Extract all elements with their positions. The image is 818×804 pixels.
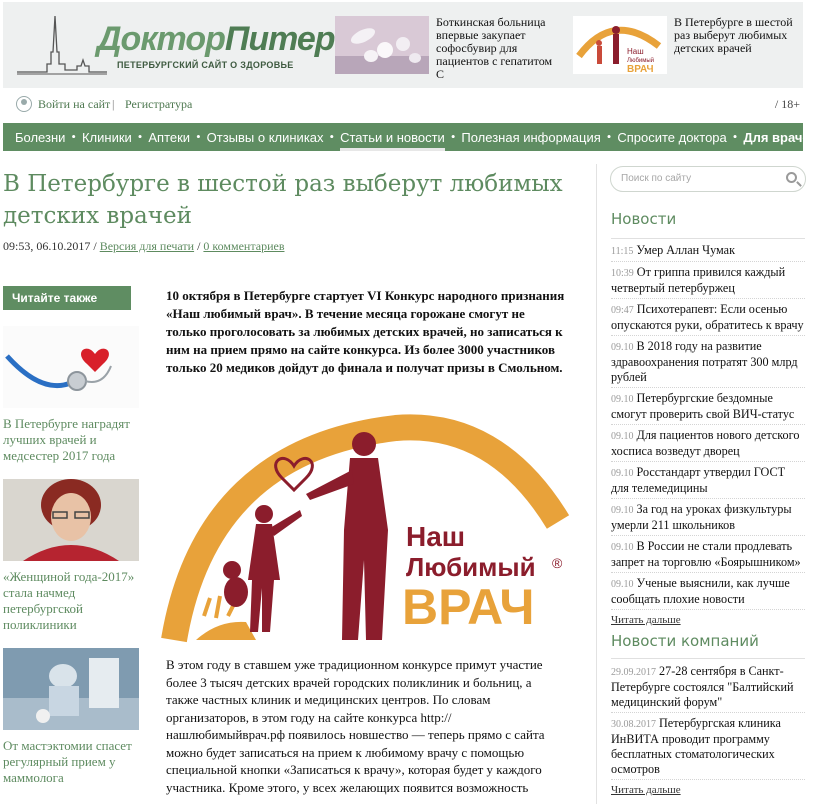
- nav-item-diseases[interactable]: Болезни: [15, 129, 66, 145]
- svg-text:Любимый: Любимый: [627, 58, 655, 64]
- related-item[interactable]: [3, 648, 143, 786]
- news-time: 09.10: [611, 542, 634, 553]
- divider: [611, 238, 805, 239]
- main-nav: [3, 123, 818, 151]
- promo-text[interactable]: В Петербурге в шестой раз выберут любимых детских врачей: [674, 15, 793, 55]
- spire-skyline-icon: [17, 12, 107, 78]
- news-item[interactable]: [611, 262, 805, 299]
- nav-item-pharmacies[interactable]: Аптеки: [148, 129, 191, 145]
- right-sidebar: [596, 164, 804, 804]
- news-time: 09.10: [611, 468, 634, 479]
- nav-separator: •: [732, 129, 738, 144]
- news-item[interactable]: [611, 462, 805, 499]
- news-time: 11:15: [611, 246, 634, 257]
- news-text[interactable]: В 2018 году на развитие здравоохранения потратят 300 млрд рублей: [611, 339, 798, 384]
- logo-tagline: ПЕТЕРБУРГСКИЙ САЙТ О ЗДОРОВЬЕ: [117, 60, 294, 70]
- news-item[interactable]: [611, 573, 805, 610]
- news-text[interactable]: Росстандарт утвердил ГОСТ для телемедицины: [611, 465, 786, 495]
- banner-reg: ®: [552, 555, 563, 571]
- news-item[interactable]: [611, 536, 805, 573]
- divider: [611, 658, 805, 659]
- news-text[interactable]: Ученые выяснили, как лучше сообщать плохие новости: [611, 576, 790, 606]
- news-text[interactable]: Для пациентов нового детского хосписа возведут дворец: [611, 428, 800, 458]
- stethoscope-heart-image: [3, 326, 139, 408]
- nav-separator: •: [606, 129, 612, 144]
- nav-item-useful-info[interactable]: Полезная информация: [461, 129, 601, 145]
- news-time: 09:47: [611, 305, 634, 316]
- related-item[interactable]: [3, 479, 143, 633]
- company-news-title[interactable]: Новости компаний: [611, 632, 759, 650]
- banner-line1: Наш: [406, 521, 466, 552]
- search-placeholder: Поиск по сайту: [621, 173, 692, 184]
- header-promo-botkin[interactable]: [335, 15, 555, 81]
- article-datetime: 09:53, 06.10.2017: [3, 239, 91, 253]
- site-logo[interactable]: [17, 12, 335, 78]
- user-bar: [12, 96, 804, 114]
- news-item[interactable]: [611, 240, 805, 262]
- nav-separator: •: [137, 129, 143, 144]
- news-text[interactable]: Петербургская клиника ИнВИТА проводит программу бесплатных стоматологических осмотров: [611, 716, 781, 776]
- print-version-link[interactable]: Версия для печати: [99, 239, 195, 253]
- news-item[interactable]: [611, 499, 805, 536]
- comments-link[interactable]: 0 комментариев: [203, 239, 285, 253]
- woman-portrait-image: [3, 479, 139, 561]
- article-lead: 10 октября в Петербурге стартует VI Конкурс народного признания «Наш любимый врач». В течение месяца горожане смогут не только проголосовать за любимых детских врачей, но записаться к ним на прием прямо на сайте конкурса. Из более 3000 участников только 20 медиков дойдут до финала и получат призы в Смольном.: [166, 288, 565, 375]
- nav-item-for-doctors[interactable]: Для врачей: [743, 129, 818, 145]
- header-promo-favorite-doctor[interactable]: [573, 16, 798, 78]
- registry-link[interactable]: Регистратура: [125, 97, 193, 111]
- article-body: В этом году в ставшем уже традиционном конкурсе примут участие более 3 тысяч детских врачей городских поликлиник и больниц, а также частных клиник и медицинских центров. По словам организаторов, в этом году на сайте конкурса http://нашлюбимыйврач.рф появилось новшество — теперь прямо с сайта можно будет записаться на прием к любимому врачу с помощью специальной кнопки «Записаться к врачу», которая будет у каждого участника. Кроме этого, у всех желающих появится возможность: [166, 657, 545, 795]
- company-news-item[interactable]: [611, 661, 805, 713]
- svg-text:Наш: Наш: [627, 47, 644, 56]
- meta-slash: /: [93, 239, 100, 253]
- user-icon[interactable]: [16, 96, 32, 112]
- news-text[interactable]: Петербургские бездомные смогут проверить свой ВИЧ-статус: [611, 391, 795, 421]
- news-text[interactable]: Умер Аллан Чумак: [636, 243, 735, 257]
- pills-image: [335, 16, 429, 74]
- site-header: [3, 2, 803, 88]
- nav-separator: •: [71, 129, 76, 144]
- separator: |: [112, 97, 115, 111]
- related-heading: Читайте также: [3, 286, 131, 310]
- meta-slash: /: [197, 239, 204, 253]
- news-time: 09.10: [611, 505, 634, 516]
- news-time: 09.10: [611, 431, 634, 442]
- nav-item-clinics[interactable]: Клиники: [81, 129, 132, 145]
- login-link[interactable]: Войти на сайт: [38, 97, 111, 111]
- news-more-link[interactable]: Читать дальше: [611, 614, 681, 626]
- nav-separator: •: [450, 129, 456, 144]
- news-time: 10:39: [611, 268, 634, 279]
- related-text[interactable]: «Женщиной года-2017» стала начмед петербургской поликлиники: [3, 569, 135, 632]
- news-time: 09.10: [611, 394, 634, 405]
- news-item[interactable]: [611, 388, 805, 425]
- banner-line3: ВРАЧ: [402, 579, 535, 635]
- search-input[interactable]: [610, 166, 806, 192]
- age-rating: / 18+: [774, 97, 800, 111]
- favorite-doctor-banner: [166, 410, 576, 640]
- related-item[interactable]: [3, 326, 143, 464]
- logo-wordmark: ДокторПитер: [97, 20, 335, 58]
- mammography-image: [3, 648, 139, 730]
- search-icon[interactable]: [786, 172, 797, 183]
- nav-separator: •: [196, 129, 201, 144]
- nav-item-clinic-reviews[interactable]: Отзывы о клиниках: [206, 129, 324, 145]
- svg-text:ВРАЧ: ВРАЧ: [627, 64, 654, 75]
- related-text[interactable]: От мастэктомии спасет регулярный прием у маммолога: [3, 738, 132, 785]
- news-text[interactable]: В России не стали продлевать запрет на торговлю «Боярышником»: [611, 539, 801, 569]
- article-meta: [3, 239, 284, 254]
- news-list: [611, 240, 805, 626]
- news-item[interactable]: [611, 299, 805, 336]
- news-title[interactable]: Новости: [611, 210, 677, 228]
- news-item[interactable]: [611, 336, 805, 388]
- news-date: 30.08.2017: [611, 719, 656, 730]
- banner-line2: Любимый: [406, 552, 536, 582]
- news-text[interactable]: Психотерапевт: Если осенью опускаются руки, обратитесь к врачу: [611, 302, 804, 332]
- news-date: 29.09.2017: [611, 667, 656, 678]
- nav-item-articles-news[interactable]: Статьи и новости: [340, 129, 445, 145]
- news-text[interactable]: От гриппа привился каждый четвертый петербуржец: [611, 265, 786, 295]
- promo-text[interactable]: Боткинская больница впервые закупает софосбувир для пациентов с гепатитом С: [436, 15, 553, 81]
- news-time: 09.10: [611, 579, 634, 590]
- news-time: 09.10: [611, 342, 634, 353]
- article-title: В Петербурге в шестой раз выберут любимых детских врачей: [3, 171, 563, 229]
- related-text[interactable]: В Петербурге наградят лучших врачей и медсестер 2017 года: [3, 416, 130, 463]
- nav-item-ask-doctor[interactable]: Спросите доктора: [617, 129, 727, 145]
- company-news-more-link[interactable]: Читать дальше: [611, 784, 681, 796]
- news-text[interactable]: За год на уроках физкультуры умерли 211 школьников: [611, 502, 792, 532]
- company-news-item[interactable]: [611, 713, 805, 780]
- favorite-doctor-logo-thumb: [573, 16, 667, 74]
- news-text[interactable]: 27-28 сентября в Санкт-Петербурге состоялся "Балтийский медицинский форум": [611, 664, 794, 709]
- news-item[interactable]: [611, 425, 805, 462]
- nav-separator: •: [329, 129, 335, 144]
- company-news-list: [611, 661, 805, 796]
